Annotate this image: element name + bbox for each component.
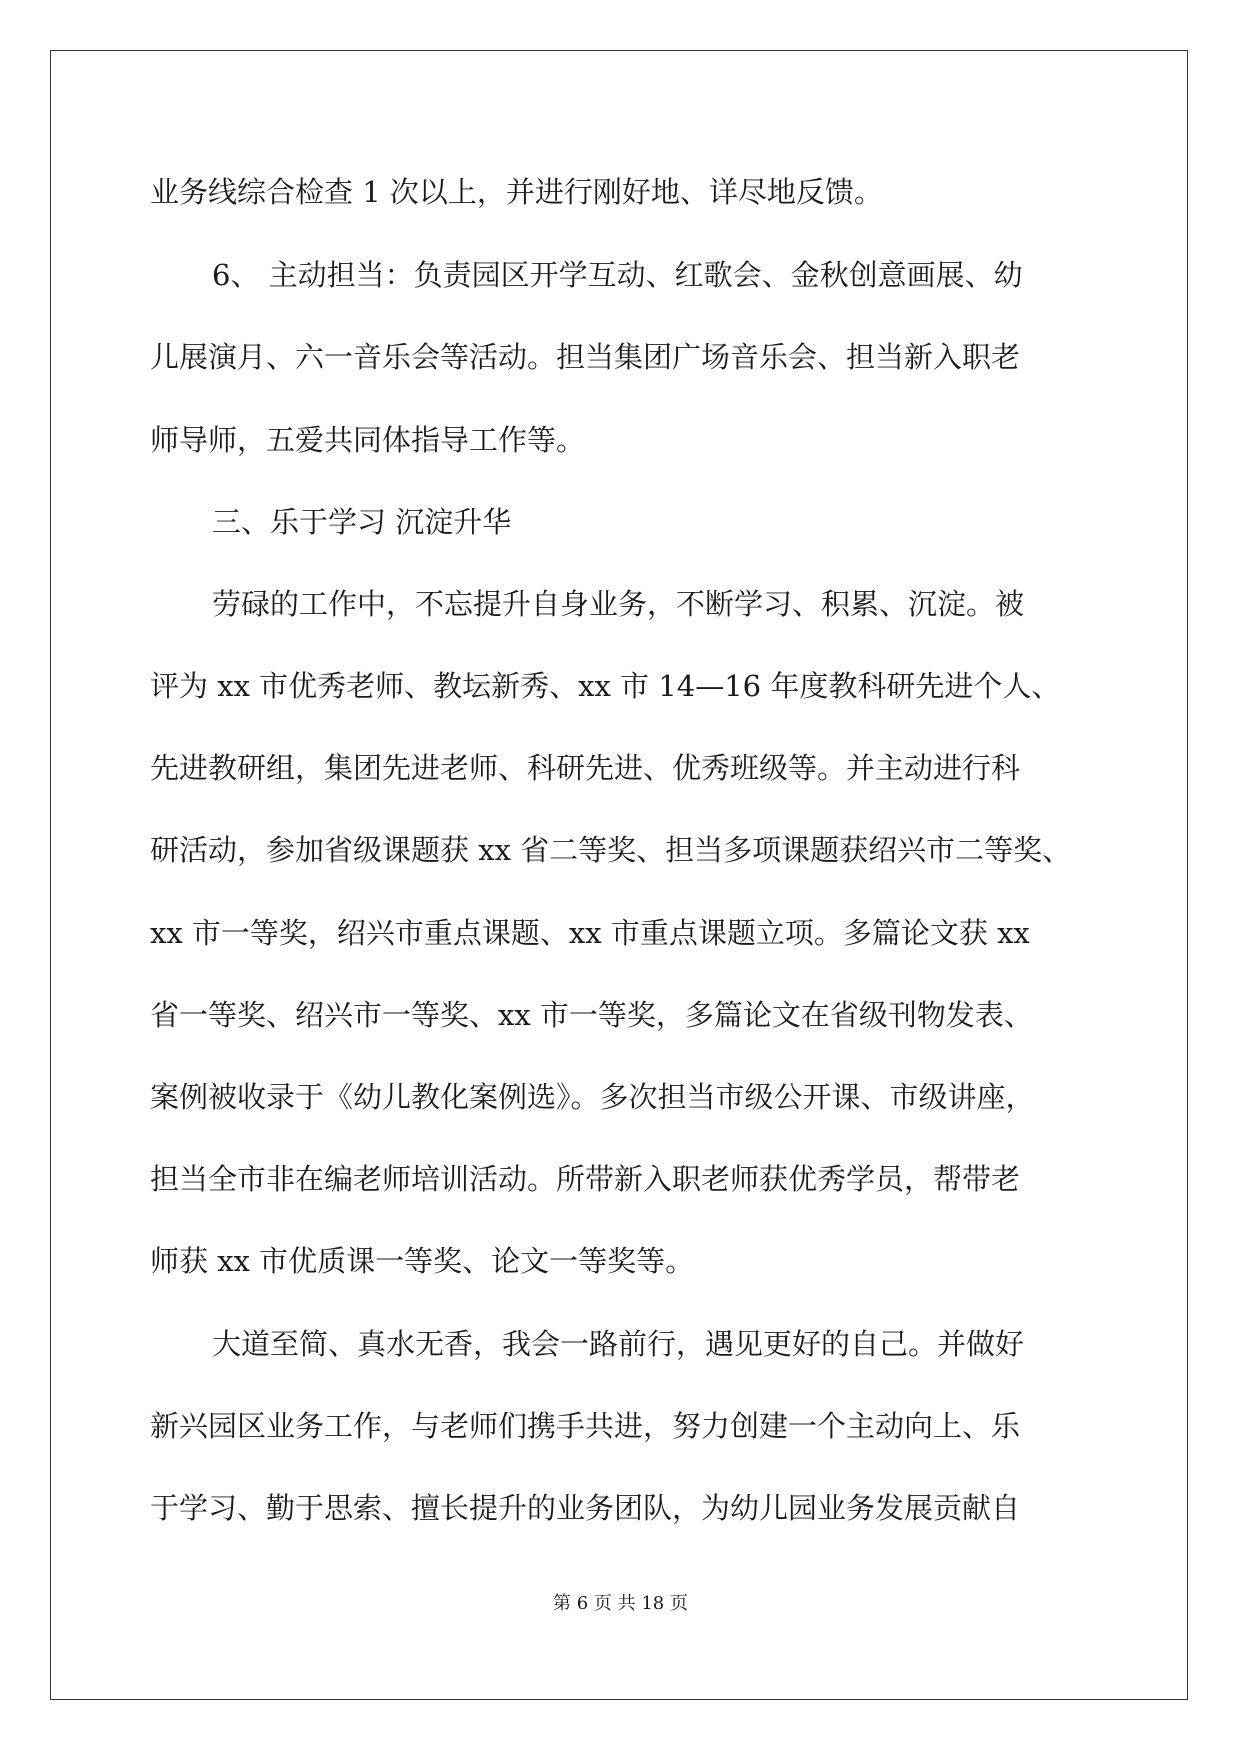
text-line: 大道至简、真水无香，我会一路前行，遇见更好的自己。并做好 xyxy=(212,1327,1025,1361)
text-line: 劳碌的工作中，不忘提升自身业务，不断学习、积累、沉淀。被 xyxy=(212,587,1025,621)
page-border xyxy=(50,50,1188,1700)
text-line: 先进教研组，集团先进老师、科研先进、优秀班级等。并主动进行科 xyxy=(150,751,1021,785)
text-line: 师获 xx 市优质课一等奖、论文一等奖等。 xyxy=(150,1244,695,1278)
text-line: 新兴园区业务工作，与老师们携手共进，努力创建一个主动向上、乐 xyxy=(150,1409,1021,1443)
page-footer: 第 6 页 共 18 页 xyxy=(553,1593,688,1614)
text-line: 师导师，五爱共同体指导工作等。 xyxy=(150,423,586,457)
section-heading: 三、乐于学习 沉淀升华 xyxy=(212,505,512,539)
text-line: 省一等奖、绍兴市一等奖、xx 市一等奖，多篇论文在省级刊物发表、 xyxy=(150,998,1033,1032)
text-line: 6、 主动担当：负责园区开学互动、红歌会、金秋创意画展、幼 xyxy=(212,258,1023,292)
text-line: 于学习、勤于思索、擅长提升的业务团队，为幼儿园业务发展贡献自 xyxy=(150,1491,1021,1525)
text-line: 业务线综合检查 1 次以上，并进行刚好地、详尽地反馈。 xyxy=(150,175,883,209)
text-line: 担当全市非在编老师培训活动。所带新入职老师获优秀学员，帮带老 xyxy=(150,1162,1021,1196)
text-line: 案例被收录于《幼儿教化案例选》。多次担当市级公开课、市级讲座， xyxy=(150,1080,1035,1114)
text-line: 儿展演月、六一音乐会等活动。担当集团广场音乐会、担当新入职老 xyxy=(150,340,1021,374)
text-line: xx 市一等奖，绍兴市重点课题、xx 市重点课题立项。多篇论文获 xx xyxy=(150,916,1030,950)
text-line: 评为 xx 市优秀老师、教坛新秀、xx 市 14—16 年度教科研先进个人、 xyxy=(150,669,1061,703)
text-line: 研活动，参加省级课题获 xx 省二等奖、担当多项课题获绍兴市二等奖、 xyxy=(150,833,1072,867)
